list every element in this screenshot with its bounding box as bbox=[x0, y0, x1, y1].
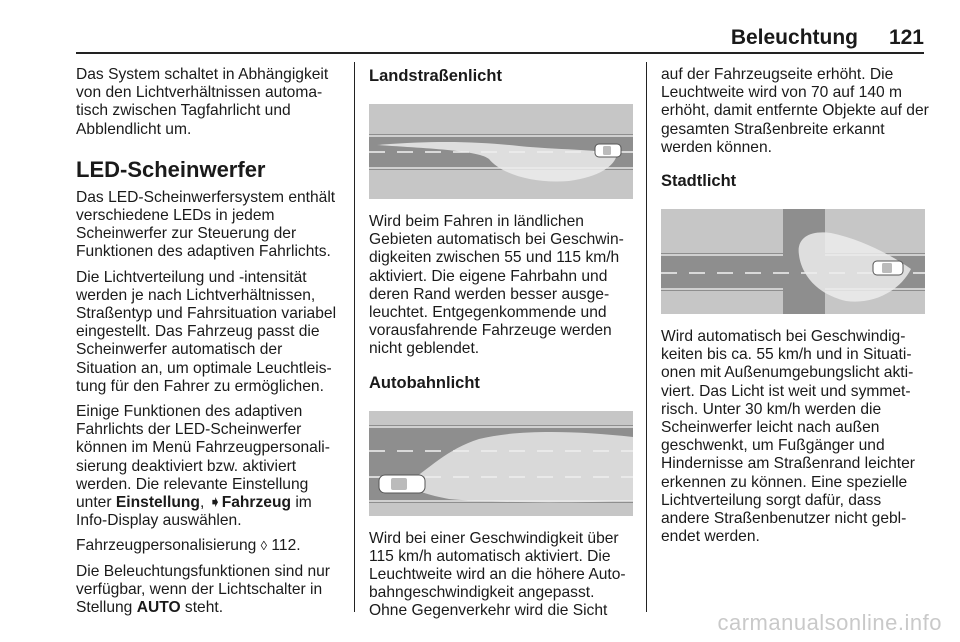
page-reference-icon: ◊ bbox=[260, 538, 268, 554]
menu-label-einstellung: Einstellung bbox=[115, 494, 200, 512]
page-number: 121 bbox=[888, 26, 924, 49]
column-left bbox=[76, 66, 344, 624]
column-right bbox=[661, 66, 929, 553]
heading-autobahnlicht: Autobahnlicht bbox=[369, 373, 480, 392]
heading-stadtlicht: Stadtlicht bbox=[661, 172, 737, 191]
watermark: carmanualsonline.info bbox=[717, 610, 942, 635]
car-icon bbox=[595, 144, 621, 157]
city-light-illustration bbox=[661, 209, 925, 314]
motorway-light-illustration bbox=[369, 411, 633, 516]
column-middle bbox=[369, 66, 633, 628]
car-icon bbox=[379, 475, 425, 493]
page-header bbox=[76, 22, 924, 54]
column-separator bbox=[354, 62, 355, 612]
heading-led-scheinwerfer: LED-Scheinwerfer bbox=[76, 156, 266, 182]
paragraph: Wird bei einer Geschwindigkeit über 115 km/h automatisch aktiviert. Die Leuchtweite wird an die höhere Autobahngeschwindigkeit angepasst. Ohne Gegenverkehr wird die Sicht bbox=[369, 529, 626, 620]
paragraph: auf der Fahrzeugseite erhöht. Die Leuchtweite wird von 70 auf 140 m erhöht, damit entfernte Objekte auf der gesamten Straßenbreite erkannt werden können. bbox=[661, 66, 929, 156]
paragraph: Die Lichtverteilung und -intensität werden je nach Lichtverhältnissen, Straßentyp und Fahrsituation variabel eingestellt. Das Fahrzeug passt die Scheinwerfer automatisch der Situation an, um optimale Leuchtleistung für den Fahrer zu ermöglichen. bbox=[76, 268, 337, 395]
paragraph: Wird automatisch bei Geschwindigkeiten bis ca. 55 km/h und in Situationen mit Außenumgebungslicht aktiviert. Das Licht ist weit und symmetrisch. Unter 30 km/h werden die Scheinwerfer leicht nach außen geschwenkt, um Fußgänger und Hindernisse am Straßenrand leichter erkennen zu können. Eine spezielle Lichtverteilung sorgt dafür, dass andere Straßenbenutzer nicht geblendet werden. bbox=[661, 328, 915, 546]
switch-position-auto: AUTO bbox=[136, 599, 181, 617]
column-separator bbox=[646, 62, 647, 612]
menu-label-fahrzeug: Fahrzeug bbox=[221, 494, 291, 512]
menu-arrow-icon: ➧ bbox=[208, 494, 222, 512]
intro-paragraph: Das System schaltet in Abhängigkeit von den Lichtverhältnissen automatisch zwischen Tagfahrlicht und Abblendlicht um. bbox=[76, 66, 329, 138]
section-title: Beleuchtung bbox=[730, 26, 858, 49]
paragraph: Wird beim Fahren in ländlichen Gebieten automatisch bei Geschwindigkeiten zwischen 55 und 115 km/h aktiviert. Die eigene Fahrbahn und deren Rand werden besser ausgeleuchtet. Entgegenkommende und vorausfahrende Fahrzeuge werden nicht geblendet. bbox=[369, 213, 624, 358]
cross-reference: Fahrzeugpersonalisierung ◊ 112. bbox=[76, 537, 301, 555]
heading-landstrassenlicht: Landstraßenlicht bbox=[369, 67, 502, 85]
paragraph-auto: Die Beleuchtungsfunktionen sind nur verfügbar, wenn der Lichtschalter in Stellung AUTO steht. bbox=[76, 562, 330, 617]
paragraph-settings: Einige Funktionen des adaptiven Fahrlichts der LED-Scheinwerfer können im Menü Fahrzeugpersonalisierung deaktiviert bzw. aktiviert werden. Die relevante Einstellung unter Einstellung, ➧Fahrzeug im Info-Display auswählen. bbox=[76, 403, 330, 530]
car-icon bbox=[873, 261, 903, 275]
paragraph: Das LED-Scheinwerfersystem enthält verschiedene LEDs in jedem Scheinwerfer zur Steuerung der Funktionen des adaptiven Fahrlichts. bbox=[76, 188, 336, 261]
country-light-illustration bbox=[369, 104, 633, 199]
